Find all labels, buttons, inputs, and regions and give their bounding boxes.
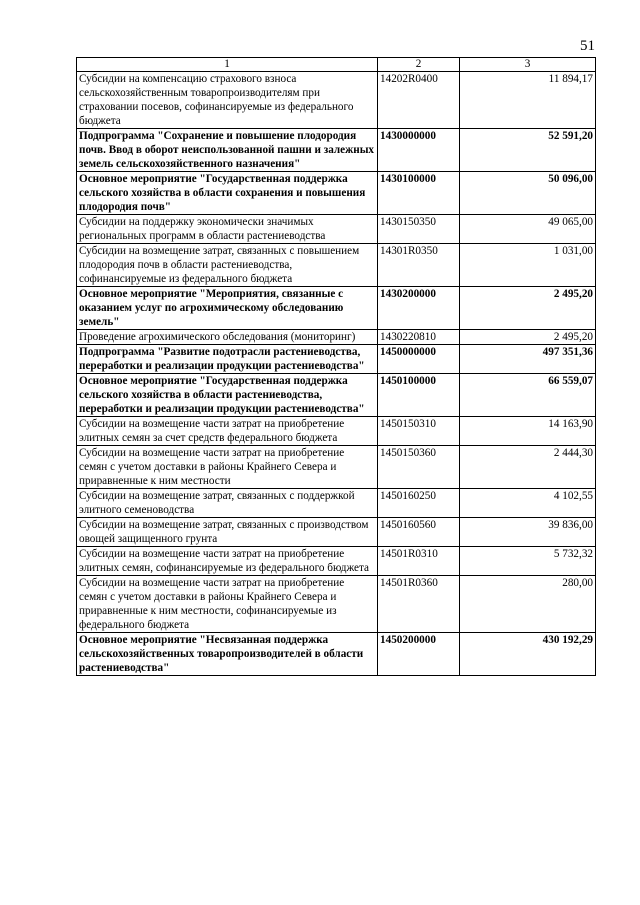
column-header-1: 1 <box>77 58 378 72</box>
table-row <box>77 129 596 172</box>
table-row <box>77 244 596 287</box>
row-code: 1430150350 <box>378 215 460 244</box>
row-name: Субсидии на возмещение затрат, связанных с повышением плодородия почв в области растениеводства, софинансируемые из федерального бюджета <box>77 244 378 287</box>
row-code: 1450000000 <box>378 345 460 374</box>
row-name: Основное мероприятие "Мероприятия, связанные с оказанием услуг по агрохимическому обследованию земель" <box>77 287 378 330</box>
row-name: Субсидии на поддержку экономически значимых региональных программ в области растениеводства <box>77 215 378 244</box>
row-name: Субсидии на возмещение части затрат на приобретение семян с учетом доставки в районы Крайнего Севера и приравненные к ним местности <box>77 446 378 489</box>
row-amount: 2 495,20 <box>460 330 596 345</box>
table-row <box>77 633 596 676</box>
row-code: 1430000000 <box>378 129 460 172</box>
row-amount: 14 163,90 <box>460 417 596 446</box>
table-row <box>77 374 596 417</box>
row-amount: 50 096,00 <box>460 172 596 215</box>
table-row <box>77 72 596 129</box>
table-row <box>77 345 596 374</box>
row-name: Проведение агрохимического обследования (мониторинг) <box>77 330 378 345</box>
row-code: 1450160560 <box>378 518 460 547</box>
row-amount: 280,00 <box>460 576 596 633</box>
table-row <box>77 330 596 345</box>
row-name: Основное мероприятие "Государственная поддержка сельского хозяйства в области растениеводства, переработки и реализации продукции растениеводства" <box>77 374 378 417</box>
row-amount: 39 836,00 <box>460 518 596 547</box>
row-name: Основное мероприятие "Государственная поддержка сельского хозяйства в области сохранения и повышения плодородия почв" <box>77 172 378 215</box>
row-amount: 497 351,36 <box>460 345 596 374</box>
row-amount: 49 065,00 <box>460 215 596 244</box>
table-row <box>77 172 596 215</box>
row-code: 1430100000 <box>378 172 460 215</box>
table-row <box>77 518 596 547</box>
row-amount: 1 031,00 <box>460 244 596 287</box>
column-header-2: 2 <box>378 58 460 72</box>
table-row <box>77 446 596 489</box>
table-header-row <box>77 58 596 72</box>
page-number: 51 <box>580 38 595 54</box>
row-code: 14501R0360 <box>378 576 460 633</box>
row-amount: 2 444,30 <box>460 446 596 489</box>
budget-table <box>76 57 596 676</box>
row-code: 1430220810 <box>378 330 460 345</box>
table-row <box>77 576 596 633</box>
row-amount: 11 894,17 <box>460 72 596 129</box>
table-row <box>77 417 596 446</box>
row-code: 1450160250 <box>378 489 460 518</box>
row-code: 1450200000 <box>378 633 460 676</box>
table-row <box>77 287 596 330</box>
row-code: 1430200000 <box>378 287 460 330</box>
row-amount: 2 495,20 <box>460 287 596 330</box>
row-code: 1450150360 <box>378 446 460 489</box>
table-row <box>77 489 596 518</box>
row-amount: 430 192,29 <box>460 633 596 676</box>
row-name: Субсидии на возмещение затрат, связанных с производством овощей защищенного грунта <box>77 518 378 547</box>
table-row <box>77 547 596 576</box>
row-code: 14202R0400 <box>378 72 460 129</box>
row-name: Субсидии на возмещение части затрат на приобретение элитных семян за счет средств федерального бюджета <box>77 417 378 446</box>
row-amount: 66 559,07 <box>460 374 596 417</box>
row-code: 1450150310 <box>378 417 460 446</box>
row-code: 1450100000 <box>378 374 460 417</box>
row-name: Основное мероприятие "Несвязанная поддержка сельскохозяйственных товаропроизводителей в области растениеводства" <box>77 633 378 676</box>
row-name: Субсидии на возмещение части затрат на приобретение семян с учетом доставки в районы Крайнего Севера и приравненные к ним местности, софинансируемые из федерального бюджета <box>77 576 378 633</box>
row-name: Подпрограмма "Сохранение и повышение плодородия почв. Ввод в оборот неиспользованной пашни и залежных земель сельскохозяйственного назначения" <box>77 129 378 172</box>
row-code: 14501R0310 <box>378 547 460 576</box>
row-amount: 4 102,55 <box>460 489 596 518</box>
table-row <box>77 215 596 244</box>
row-name: Субсидии на компенсацию страхового взноса сельскохозяйственным товаропроизводителям при страховании посевов, софинансируемые из федерального бюджета <box>77 72 378 129</box>
row-code: 14301R0350 <box>378 244 460 287</box>
row-amount: 5 732,32 <box>460 547 596 576</box>
column-header-3: 3 <box>460 58 596 72</box>
row-amount: 52 591,20 <box>460 129 596 172</box>
row-name: Субсидии на возмещение затрат, связанных с поддержкой элитного семеноводства <box>77 489 378 518</box>
row-name: Субсидии на возмещение части затрат на приобретение элитных семян, софинансируемые из федерального бюджета <box>77 547 378 576</box>
row-name: Подпрограмма "Развитие подотрасли растениеводства, переработки и реализации продукции растениеводства" <box>77 345 378 374</box>
